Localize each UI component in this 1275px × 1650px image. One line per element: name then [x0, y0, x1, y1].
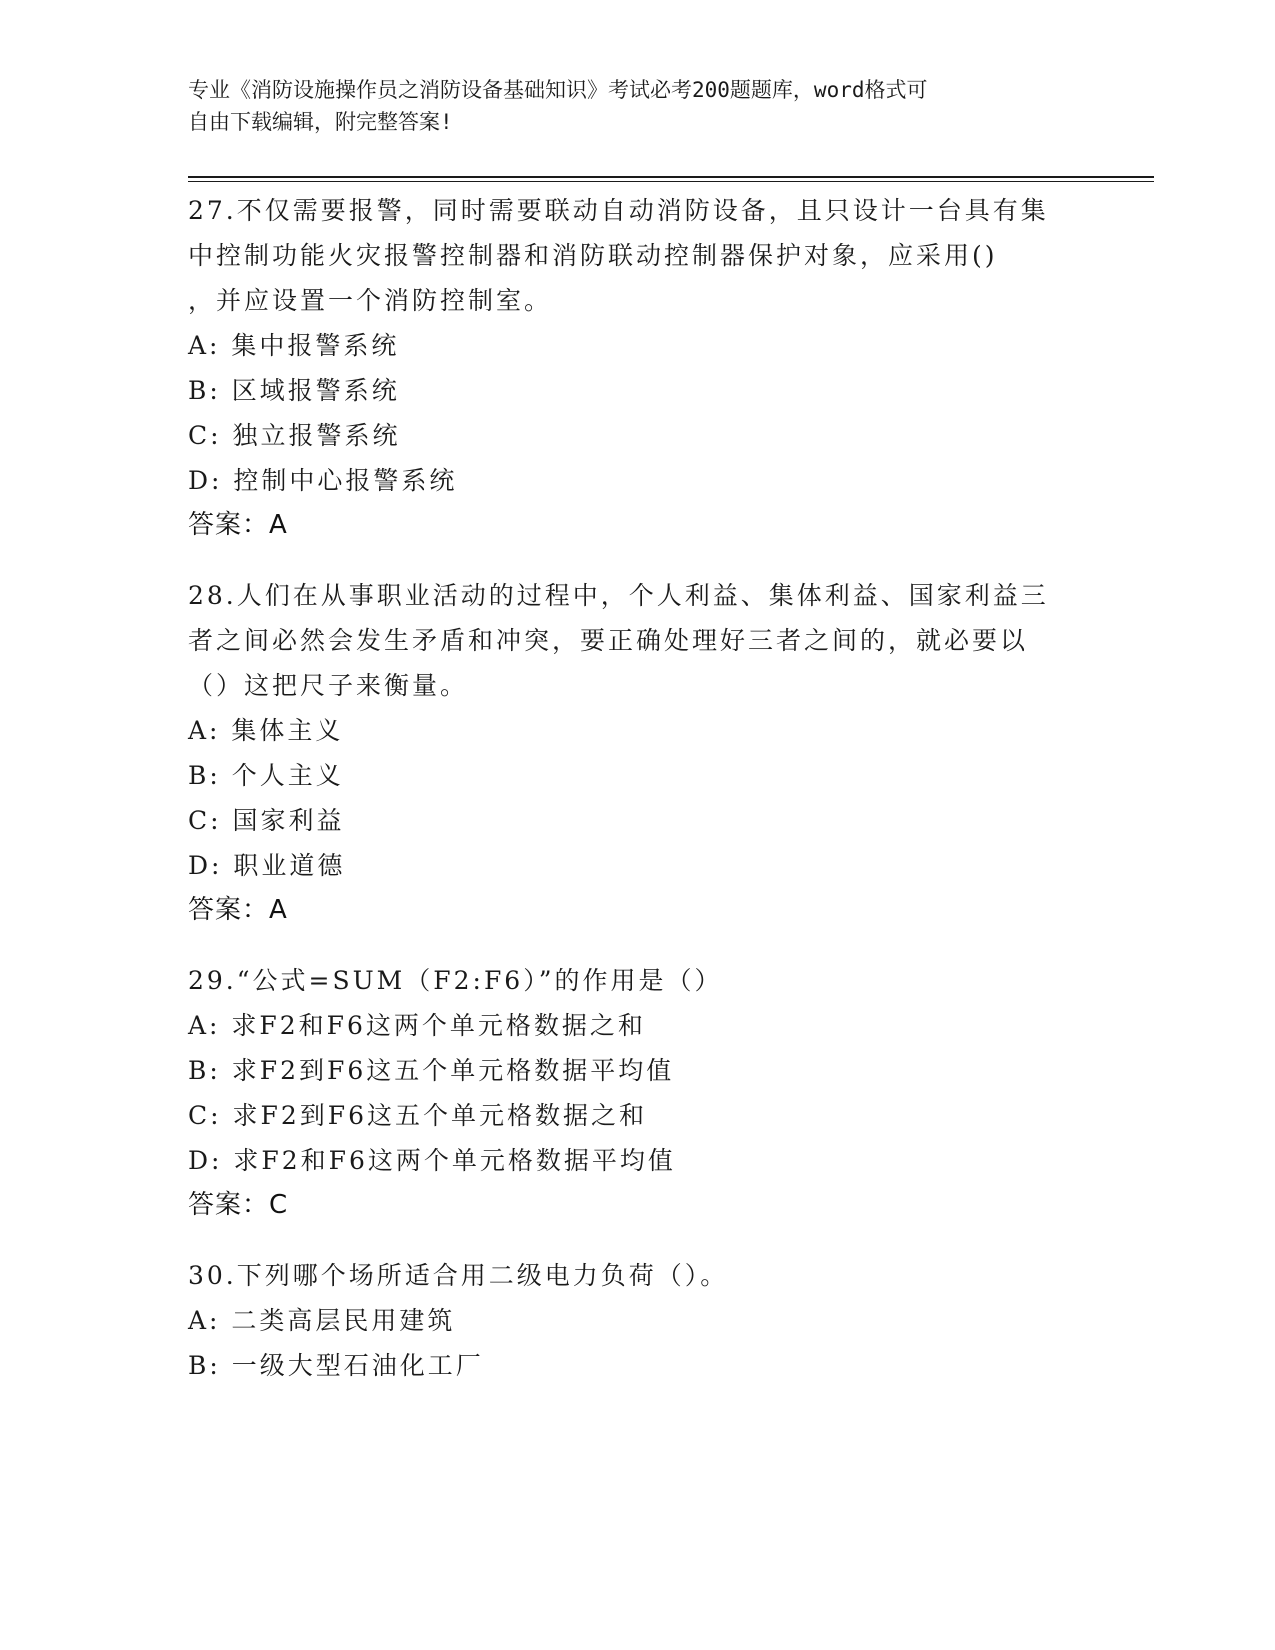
- option-b: B: 一级大型石油化工厂: [188, 1351, 484, 1380]
- answer-label: 答案：C: [188, 1190, 289, 1220]
- option-a: A: 二类高层民用建筑: [188, 1306, 456, 1335]
- question-text-line: （）这把尺子来衡量。: [188, 671, 469, 700]
- answer-label: 答案：A: [188, 510, 288, 540]
- question-text-line: 28.人们在从事职业活动的过程中，个人利益、集体利益、国家利益三: [188, 581, 1049, 610]
- question-28: [188, 573, 1088, 933]
- option-a: A: 集中报警系统: [188, 331, 400, 360]
- option-c: C: 独立报警系统: [188, 421, 401, 450]
- option-d: D: 职业道德: [188, 851, 346, 880]
- option-b: B: 求F2到F6这五个单元格数据平均值: [188, 1056, 675, 1085]
- option-c: C: 国家利益: [188, 806, 345, 835]
- document-header: [188, 74, 1068, 138]
- question-text-line: 29.“公式=SUM（F2:F6）”的作用是（）: [188, 966, 723, 995]
- question-text-line: 中控制功能火灾报警控制器和消防联动控制器保护对象，应采用(): [188, 241, 998, 270]
- question-27: [188, 188, 1088, 548]
- question-30: [188, 1253, 1088, 1388]
- question-list: [188, 188, 1088, 1413]
- option-d: D: 控制中心报警系统: [188, 466, 458, 495]
- question-text-line: 30.下列哪个场所适合用二级电力负荷（）。: [188, 1261, 729, 1290]
- answer-label: 答案：A: [188, 895, 288, 925]
- question-text-line: ，并应设置一个消防控制室。: [188, 286, 553, 315]
- question-29: [188, 958, 1088, 1228]
- option-a: A: 求F2和F6这两个单元格数据之和: [188, 1011, 646, 1040]
- option-b: B: 区域报警系统: [188, 376, 400, 405]
- option-b: B: 个人主义: [188, 761, 344, 790]
- question-text-line: 27.不仅需要报警，同时需要联动自动消防设备，且只设计一台具有集: [188, 196, 1049, 225]
- option-d: D: 求F2和F6这两个单元格数据平均值: [188, 1146, 676, 1175]
- header-line-2: 自由下载编辑，附完整答案!: [188, 110, 453, 134]
- option-a: A: 集体主义: [188, 716, 344, 745]
- header-divider-thick: [188, 176, 1154, 178]
- header-line-1: 专业《消防设施操作员之消防设备基础知识》考试必考200题题库，word格式可: [188, 78, 928, 102]
- question-text-line: 者之间必然会发生矛盾和冲突，要正确处理好三者之间的，就必要以: [188, 626, 1029, 655]
- option-c: C: 求F2到F6这五个单元格数据之和: [188, 1101, 648, 1130]
- header-divider-thin: [188, 181, 1154, 182]
